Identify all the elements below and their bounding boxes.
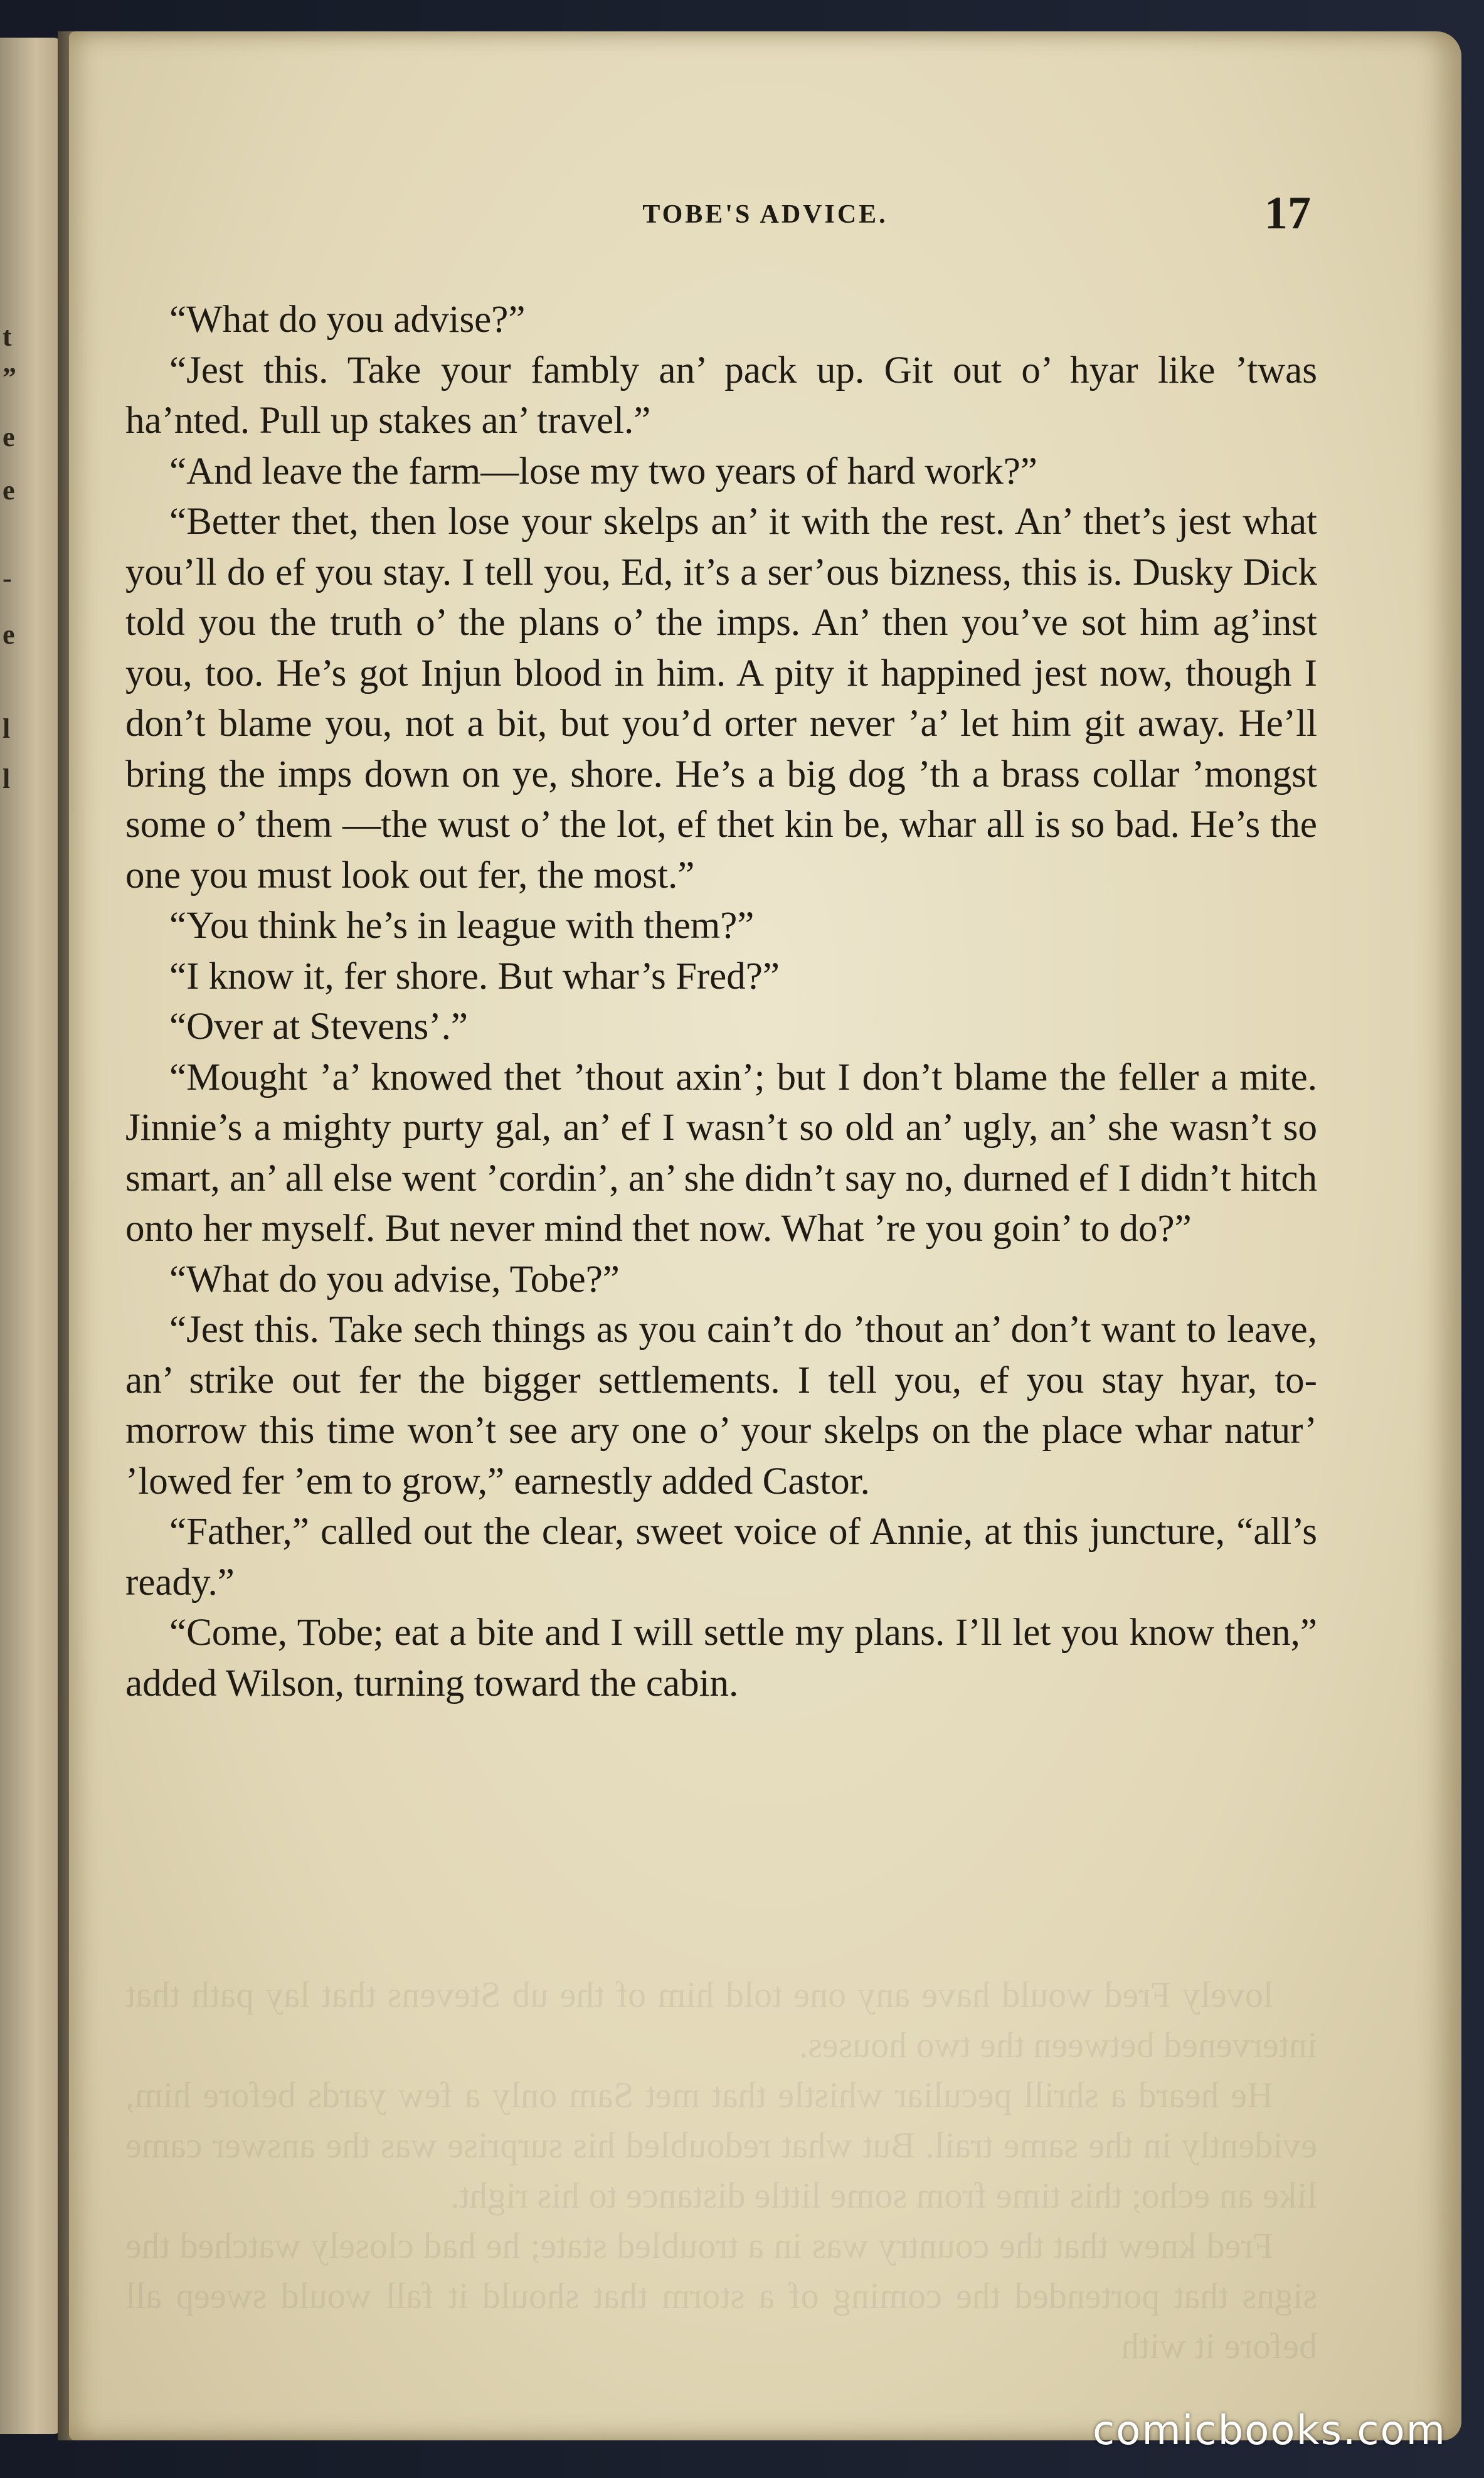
facing-page-fragment: e: [3, 422, 15, 452]
bleed-paragraph: He heard a shrill peculiar whistle that met Sam only a few yards before him, evidently in the same trail. But what redoubled his surprise was the answer came like an echo; this time from some little distance to his right.: [125, 2075, 1317, 2216]
facing-page-fragment: ”: [3, 362, 16, 393]
page-number: 17: [1264, 188, 1311, 239]
paragraph: “And leave the farm—lose my two years of hard work?”: [169, 450, 1037, 492]
paragraph: “Mought ’a’ knowed thet ’thout axin’; but I don’t blame the feller a mite. Jinnie’s a mighty purty gal, an’ ef I wasn’t so old an’ ugly, an’ she wasn’t so smart, an’ all else went ’cordin’, an’ she didn’t say no, durned ef I didn’t hitch onto her myself. But never mind thet now. What ’re you goin’ to do?”: [125, 1056, 1317, 1250]
paragraph: “Father,” called out the clear, sweet voice of Annie, at this juncture, “all’s ready.”: [125, 1511, 1317, 1603]
bleed-paragraph: lovely Fred would have any one told him of the ub Stevens that lay path that intervened between the two houses.: [125, 1974, 1317, 2065]
facing-page-edge: [0, 38, 60, 2434]
running-title: TOBE'S ADVICE.: [642, 200, 888, 229]
paragraph: “You think he’s in league with them?”: [169, 905, 755, 947]
watermark: comicbooks.com: [1092, 2408, 1446, 2454]
facing-page-fragment: l: [3, 763, 11, 794]
paragraph: “Come, Tobe; eat a bite and I will settle my plans. I’ll let you know then,” added Wilson, turning toward the cabin.: [125, 1612, 1317, 1704]
paragraph: “I know it, fer shore. But whar’s Fred?”: [169, 955, 780, 997]
paragraph: “What do you advise, Tobe?”: [169, 1258, 620, 1300]
page-header: [69, 174, 1461, 243]
paragraph: “Over at Stevens’.”: [169, 1006, 468, 1048]
facing-page-fragment: e: [3, 619, 15, 650]
body-text: [125, 295, 1317, 1709]
paragraph: “Better thet, then lose your skelps an’ it with the rest. An’ thet’s jest what you’ll do ef you stay. I tell you, Ed, it’s a ser’ous bizness, this is. Dusky Dick told you the truth o’ the plans o’ the imps. An’ then you’ve sot him ag’inst you, too. He’s got Injun blood in him. A pity it happined jest now, though I don’t blame you, not a bit, but you’d orter never ’a’ let him git away. He’ll bring the imps down on ye, shore. He’s a big dog ’th a brass collar ’mongst some o’ them —the wust o’ the lot, ef thet kin be, whar all is so bad. He’s the one you must look out fer, the most.”: [125, 501, 1317, 896]
facing-page-fragment: e: [3, 475, 15, 506]
bleed-paragraph: Fred knew that the country was in a troubled state; he had closely watched the signs that portended the coming of a storm that should it fall would sweep all before it with: [125, 2225, 1317, 2366]
paragraph: “Jest this. Take your fambly an’ pack up. Git out o’ hyar like ’twas ha’nted. Pull up stakes an’ travel.”: [125, 349, 1317, 442]
facing-page-fragment: t: [3, 321, 12, 352]
facing-page-fragment: -: [3, 563, 12, 593]
facing-page-fragment: l: [3, 713, 11, 744]
paragraph: “What do you advise?”: [169, 299, 526, 341]
book-page: [69, 31, 1461, 2440]
bleed-through-text: [125, 1970, 1317, 2371]
paragraph: “Jest this. Take sech things as you cain’t do ’thout an’ don’t want to leave, an’ strike out fer the bigger settlements. I tell you, ef you stay hyar, to-morrow this time won’t see ary one o’ your skelps on the place whar natur’ ’lowed fer ’em to grow,” earnestly added Castor.: [125, 1309, 1317, 1502]
